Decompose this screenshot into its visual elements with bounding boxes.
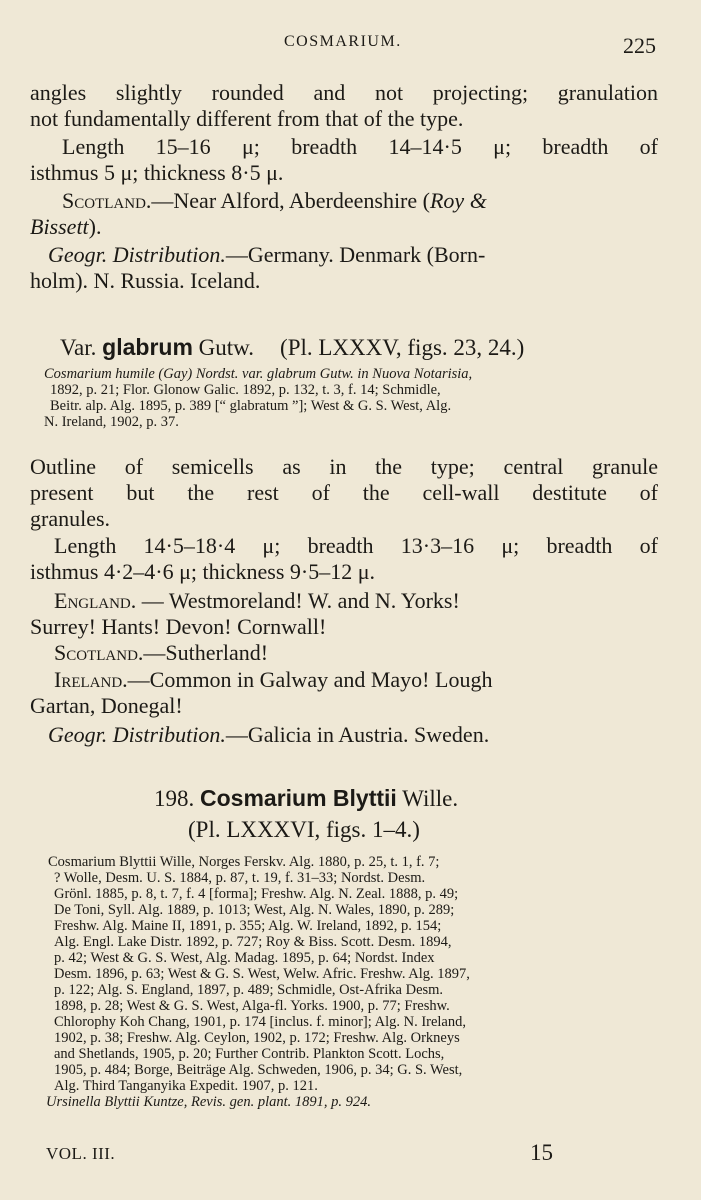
region-name: Scotland. (62, 188, 152, 213)
locality-scotland: Scotland.—Near Alford, Aberdeenshire (Roy & Bissett). (30, 188, 487, 239)
book-page (30, 0, 658, 1200)
locality-scotland-2: Scotland.—Sutherland! (54, 640, 269, 665)
page-number: 225 (623, 33, 656, 58)
region-name: England. (54, 588, 137, 613)
species-heading: 198. Cosmarium Blyttii Wille. (154, 785, 459, 811)
region-name: Ireland. (54, 667, 128, 692)
measurements-paragraph: Length 15–16 μ; breadth 14–14·5 μ; breadth of isthmus 5 μ; thickness 8·5 μ. (30, 134, 658, 185)
running-head: COSMARIUM. (284, 33, 402, 50)
signature-mark: 15 (530, 1140, 553, 1165)
variety-measurements: Length 14·5–18·4 μ; breadth 13·3–16 μ; breadth of isthmus 4·2–4·6 μ; thickness 9·5–12 μ. (30, 533, 658, 584)
locality-england: England. — Westmoreland! W. and N. Yorks! Surrey! Hants! Devon! Cornwall! (30, 588, 460, 639)
region-name: Scotland. (54, 640, 144, 665)
volume-label: VOL. III. (46, 1144, 116, 1163)
geographic-distribution-2: Geogr. Distribution.—Galicia in Austria. Sweden. (48, 722, 490, 747)
variety-heading: Var. glabrum Gutw. (Pl. LXXXV, figs. 23, 24.) (60, 334, 525, 360)
species-plate: (Pl. LXXXVI, figs. 1–4.) (188, 817, 420, 842)
geographic-distribution: Geogr. Distribution.—Germany. Denmark (Born- holm). N. Russia. Iceland. (30, 242, 486, 293)
variety-description: Outline of semicells as in the type; central granule present but the rest of the cell-wall destitute of granules. (30, 454, 658, 531)
description-paragraph: angles slightly rounded and not projecting; granulation not fundamentally different from that of the type. (30, 80, 658, 131)
species-name: Cosmarium Blyttii (200, 785, 397, 811)
plate-reference: (Pl. LXXXV, figs. 23, 24.) (280, 335, 525, 360)
locality-ireland: Ireland.—Common in Galway and Mayo! Lough Gartan, Donegal! (30, 667, 493, 718)
species-synonymy: Cosmarium Blyttii Wille, Norges Ferskv. Alg. 1880, p. 25, t. 1, f. 7; ? Wolle, Desm. U. S. 1884, p. 87, t. 19, f. 31–33; Nordst. Desm. Grönl. 1885, p. 8, t. 7, f. 4 [forma]; Freshw. Alg. N. Zeal. 1888, p. 49; De Toni, Syll. Alg. 1889, p. 1013; West, Alg. N. Wales, 1890, p. 289; Freshw. Alg. Maine II, 1891, p. 355; Alg. W. Ireland, 1892, p. 154; Alg. Engl. Lake Distr. 1892, p. 727; Roy & Biss. Scott. Desm. 1894, p. 42; West & G. S. West, Alg. Madag. 1895, p. 64; Nordst. Index Desm. 1896, p. 63; West & G. S. West, Welw. Afric. Freshw. Alg. 1897, p. 122; Alg. S. England, 1897, p. 489; Schmidle, Ost-Afrika Desm. 1898, p. 28; West & G. S. West, Alga-fl. Yorks. 1900, p. 77; Freshw. Chlorophy Koh Chang, 1901, p. 174 [inclus. f. minor]; Alg. N. Ireland, 1902, p. 38; Freshw. Alg. Ceylon, 1902, p. 172; Freshw. Alg. Orkneys and Shetlands, 1905, p. 20; Further Contrib. Plankton Scott. Lochs, 1905, p. 484; Borge, Beiträge Alg. Schweden, 1906, p. 34; G. S. West, Alg. Third Tanganyika Expedit. 1907, p. 121. Ursinella Blyttii Kuntze, Revis. gen. plant. 1891, p. 924. (46, 854, 470, 1110)
variety-name: glabrum (102, 334, 193, 360)
variety-synonymy: Cosmarium humile (Gay) Nordst. var. glabrum Gutw. in Nuova Notarisia, 1892, p. 21; Flor. Glonow Galic. 1892, p. 132, t. 3, f. 14; Schmidle, Beitr. alp. Alg. 1895, p. 389 [“ glabratum ”]; West & G. S. West, Alg. N. Ireland, 1902, p. 37. (44, 366, 473, 430)
